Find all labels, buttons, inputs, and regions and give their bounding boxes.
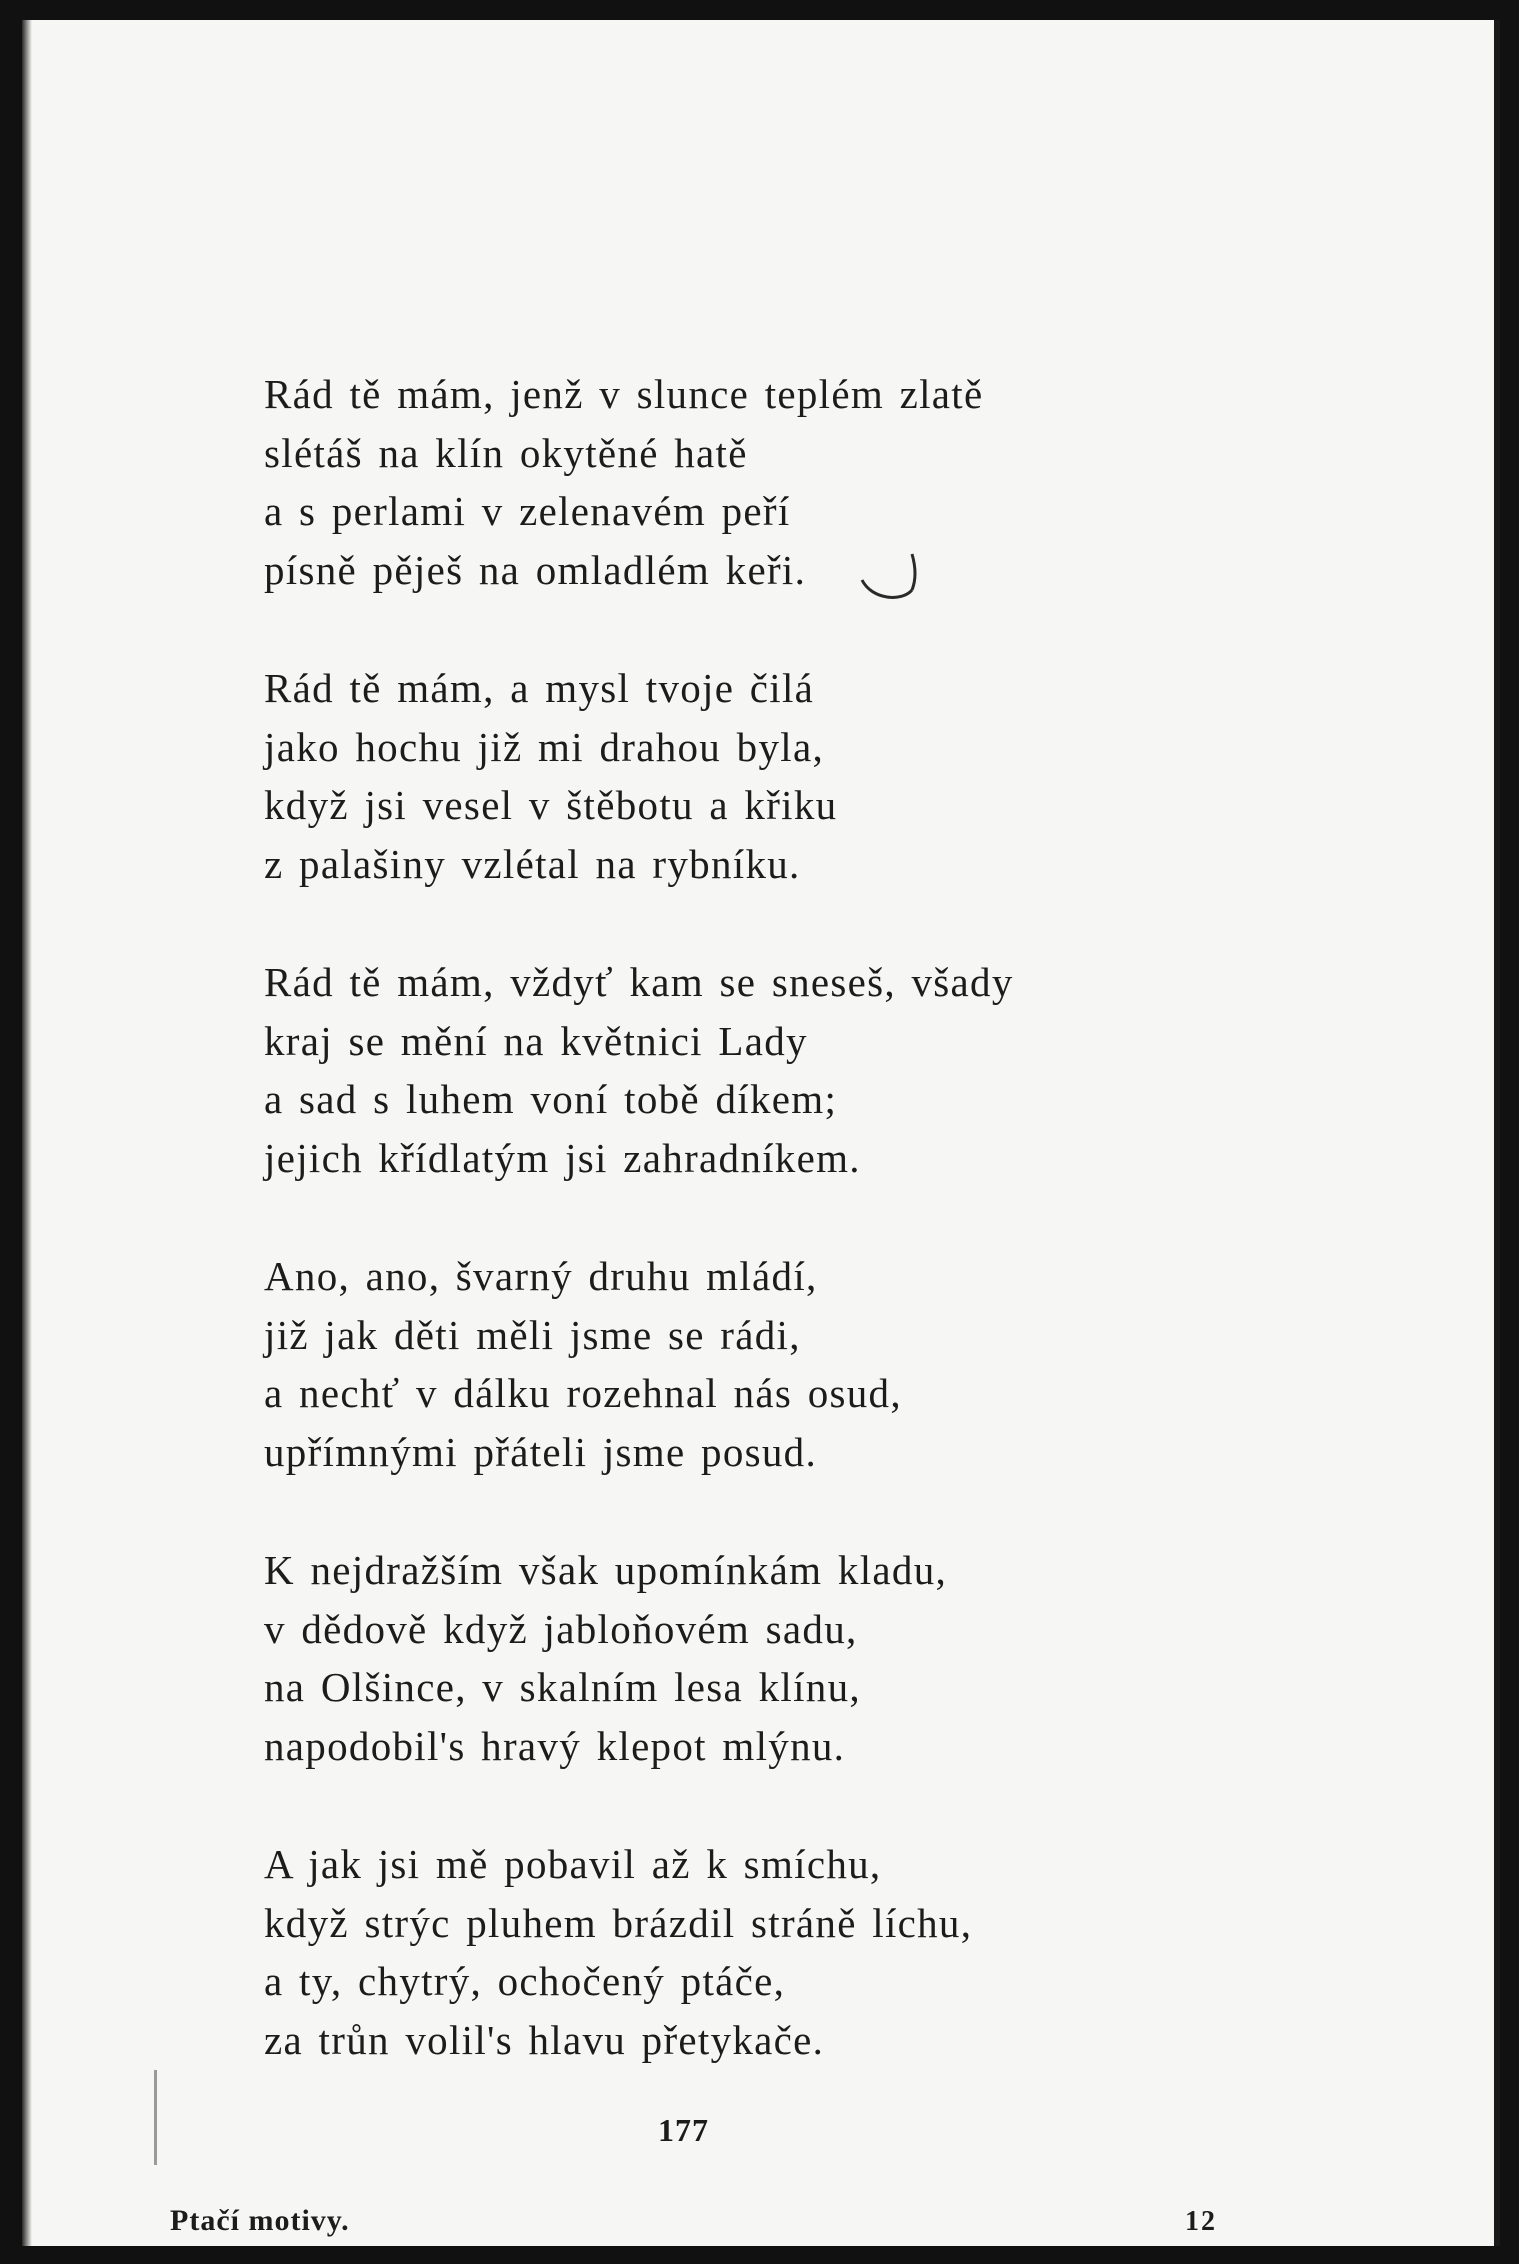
signature-number: 12 [1185,2206,1217,2237]
poem-line: a nechť v dálku rozehnal nás osud, [264,1370,902,1416]
page-number: 177 [658,2112,709,2148]
poem-line: jejich křídlatým jsi zahradníkem. [264,1134,861,1181]
poem-line: a ty, chytrý, ochočený ptáče, [264,1958,786,2004]
poem-line: slétáš na klín okytěné hatě [264,429,748,476]
margin-mark [154,2070,157,2165]
poem-line: kraj se mění na květnici Lady [264,1017,808,1064]
stanza-4 [264,1247,1264,1481]
poem-line: napodobil's hravý klepot mlýnu. [264,1722,846,1769]
poem-line: a s perlami v zelenavém peří [264,488,791,534]
poem-line: K nejdražším však upomínkám kladu, [264,1547,948,1593]
stanza-1 [264,365,1264,599]
poem-line: z palašiny vzlétal na rybníku. [264,840,801,887]
poem-line: Ano, ano, švarný druhu mládí, [264,1253,818,1299]
poem-line: Rád tě mám, jenž v slunce teplém zlatě [264,371,984,417]
stanza-2 [264,659,1264,893]
poem-line: když jsi vesel v štěbotu a křiku [264,782,838,828]
poem-line: za trůn volil's hlavu přetykače. [264,2016,825,2063]
poem-line: upřímnými přáteli jsme posud. [264,1428,818,1475]
poem-line: Rád tě mám, vždyť kam se sneseš, všady [264,959,1014,1005]
stanza-6 [264,1835,1264,2069]
pencil-mark [842,550,942,630]
book-page [22,20,1500,2246]
poem-line: A jak jsi mě pobavil až k smíchu, [264,1841,882,1887]
stanza-3 [264,953,1264,1187]
poem-line: na Olšince, v skalním lesa klínu, [264,1664,861,1710]
poem-line: v dědově když jabloňovém sadu, [264,1605,858,1652]
poem-line: písně pěješ na omladlém keři. [264,546,807,593]
spine-shadow [22,20,32,2246]
poem-line: jako hochu již mi drahou byla, [264,723,824,770]
poem-line: když strýc pluhem brázdil stráně líchu, [264,1899,973,1946]
stanza-5 [264,1541,1264,1775]
poem-line: Rád tě mám, a mysl tvoje čilá [264,665,815,711]
poem [264,365,1264,2129]
poem-line: již jak děti měli jsme se rádi, [264,1311,801,1358]
signature-title: Ptačí motivy. [170,2204,350,2237]
poem-line: a sad s luhem voní tobě díkem; [264,1076,838,1122]
